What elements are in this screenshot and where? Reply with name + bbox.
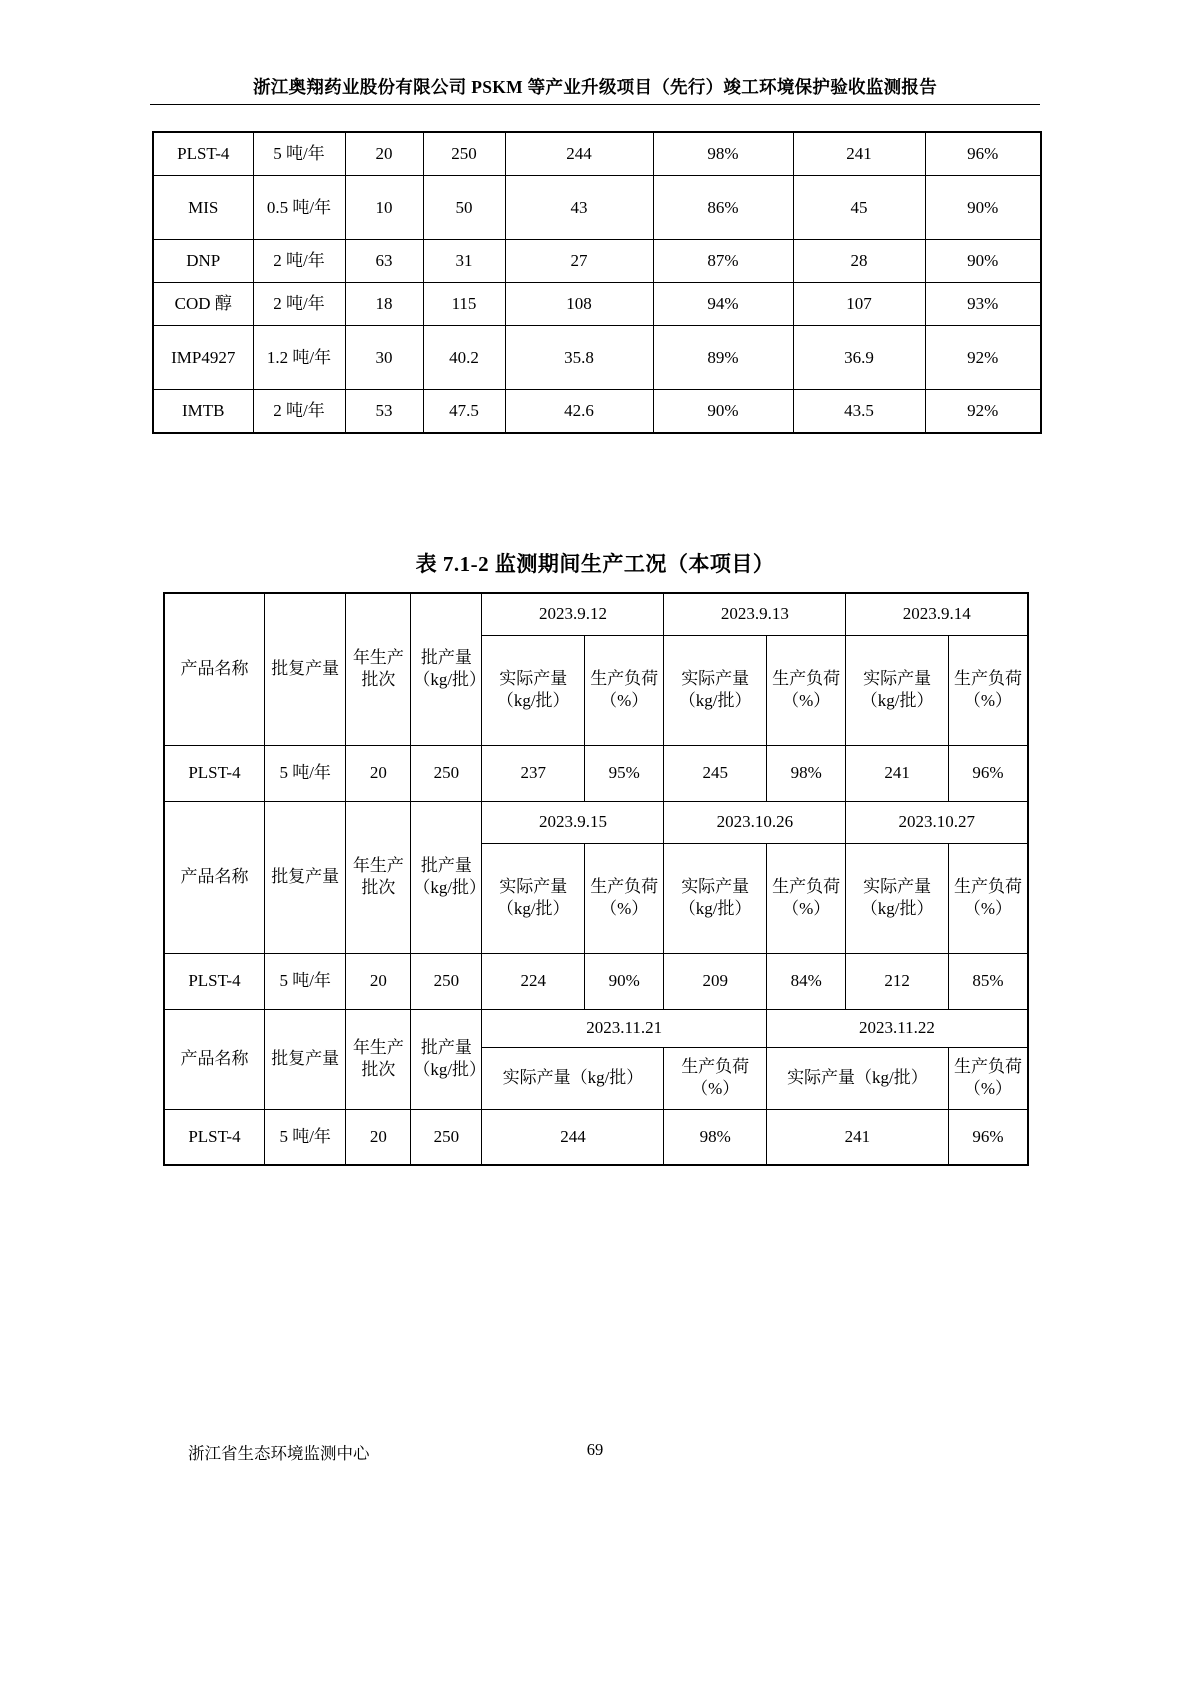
header-actual-output: 实际产量（kg/批）	[664, 843, 767, 953]
cell-actual-1: 43	[505, 176, 653, 240]
header-product-name: 产品名称	[164, 801, 264, 953]
cell-approved: 5 吨/年	[253, 132, 345, 176]
table-row	[153, 390, 1041, 434]
table-row	[164, 1109, 1028, 1165]
header-date-2: 2023.10.26	[664, 801, 846, 843]
cell-actual-2: 28	[793, 240, 925, 283]
header-load: 生产负荷（%）	[948, 1047, 1028, 1109]
cell-product: COD 醇	[153, 283, 253, 326]
cell-product: PLST-4	[153, 132, 253, 176]
header-date-2: 2023.9.13	[664, 593, 846, 635]
cell-batch-output: 250	[423, 132, 505, 176]
header-product-name: 产品名称	[164, 1009, 264, 1109]
table-caption: 表 7.1-2 监测期间生产工况（本项目）	[415, 552, 775, 576]
cell-approved: 2 吨/年	[253, 390, 345, 434]
header-date-2: 2023.11.22	[766, 1009, 1028, 1047]
cell-actual-2: 241	[793, 132, 925, 176]
page-header: 浙江奥翔药业股份有限公司 PSKM 等产业升级项目（先行）竣工环境保护验收监测报告	[252, 77, 938, 97]
cell-product: PLST-4	[164, 1109, 264, 1165]
cell-actual-2: 209	[664, 953, 767, 1009]
header-batch-output: 批产量（kg/批）	[411, 801, 482, 953]
cell-approved: 2 吨/年	[253, 283, 345, 326]
cell-load-2: 90%	[925, 176, 1041, 240]
cell-batch-output: 250	[411, 953, 482, 1009]
header-actual-output: 实际产量（kg/批）	[482, 1047, 664, 1109]
cell-load-1: 98%	[653, 132, 793, 176]
cell-approved: 5 吨/年	[264, 1109, 346, 1165]
header-approved-output: 批复产量	[264, 593, 346, 745]
cell-actual-2: 36.9	[793, 326, 925, 390]
header-actual-output: 实际产量（kg/批）	[482, 843, 585, 953]
cell-load-2: 96%	[925, 132, 1041, 176]
cell-batches: 18	[345, 283, 423, 326]
table-header-row	[164, 801, 1028, 843]
cell-load-1: 98%	[664, 1109, 767, 1165]
cell-load-1: 90%	[584, 953, 663, 1009]
cell-product: PLST-4	[164, 953, 264, 1009]
cell-product: PLST-4	[164, 745, 264, 801]
cell-product: MIS	[153, 176, 253, 240]
cell-batch-output: 115	[423, 283, 505, 326]
header-batch-output: 批产量（kg/批）	[411, 593, 482, 745]
cell-product: IMP4927	[153, 326, 253, 390]
cell-actual-1: 42.6	[505, 390, 653, 434]
cell-load-3: 85%	[948, 953, 1028, 1009]
header-annual-batches: 年生产批次	[346, 801, 411, 953]
cell-batches: 20	[346, 1109, 411, 1165]
cell-actual-2: 45	[793, 176, 925, 240]
cell-batches: 20	[346, 745, 411, 801]
header-actual-output: 实际产量（kg/批）	[482, 635, 585, 745]
cell-batch-output: 31	[423, 240, 505, 283]
cell-load-2: 84%	[766, 953, 845, 1009]
cell-batches: 20	[345, 132, 423, 176]
cell-batch-output: 250	[411, 1109, 482, 1165]
cell-actual-1: 108	[505, 283, 653, 326]
header-annual-batches: 年生产批次	[346, 593, 411, 745]
header-product-name: 产品名称	[164, 593, 264, 745]
cell-approved: 0.5 吨/年	[253, 176, 345, 240]
cell-batches: 63	[345, 240, 423, 283]
header-approved-output: 批复产量	[264, 1009, 346, 1109]
cell-batch-output: 250	[411, 745, 482, 801]
cell-load-3: 96%	[948, 745, 1028, 801]
header-date-3: 2023.10.27	[846, 801, 1028, 843]
cell-batches: 30	[345, 326, 423, 390]
cell-actual-1: 244	[482, 1109, 664, 1165]
cell-load-1: 95%	[584, 745, 663, 801]
header-annual-batches: 年生产批次	[346, 1009, 411, 1109]
cell-actual-1: 237	[482, 745, 585, 801]
header-divider	[150, 104, 1040, 105]
cell-product: IMTB	[153, 390, 253, 434]
cell-load-2: 92%	[925, 390, 1041, 434]
table-row	[153, 240, 1041, 283]
cell-load-2: 96%	[948, 1109, 1028, 1165]
cell-load-1: 87%	[653, 240, 793, 283]
cell-load-2: 90%	[925, 240, 1041, 283]
cell-approved: 1.2 吨/年	[253, 326, 345, 390]
table-row	[164, 745, 1028, 801]
table-row	[153, 283, 1041, 326]
cell-actual-1: 244	[505, 132, 653, 176]
footer-page-number: 69	[586, 1440, 604, 1459]
footer-organization: 浙江省生态环境监测中心	[188, 1444, 370, 1463]
cell-batches: 53	[345, 390, 423, 434]
cell-approved: 2 吨/年	[253, 240, 345, 283]
header-actual-output: 实际产量（kg/批）	[664, 635, 767, 745]
cell-actual-2: 43.5	[793, 390, 925, 434]
cell-load-2: 93%	[925, 283, 1041, 326]
header-load: 生产负荷（%）	[948, 843, 1028, 953]
header-approved-output: 批复产量	[264, 801, 346, 953]
cell-load-1: 90%	[653, 390, 793, 434]
header-actual-output: 实际产量（kg/批）	[846, 843, 949, 953]
cell-product: DNP	[153, 240, 253, 283]
cell-actual-3: 212	[846, 953, 949, 1009]
header-actual-output: 实际产量（kg/批）	[766, 1047, 948, 1109]
cell-batch-output: 40.2	[423, 326, 505, 390]
table-row	[164, 953, 1028, 1009]
cell-approved: 5 吨/年	[264, 953, 346, 1009]
header-load: 生产负荷（%）	[584, 635, 663, 745]
header-load: 生产负荷（%）	[948, 635, 1028, 745]
cell-load-2: 98%	[766, 745, 845, 801]
cell-actual-3: 241	[846, 745, 949, 801]
header-load: 生产负荷（%）	[766, 635, 845, 745]
header-actual-output: 实际产量（kg/批）	[846, 635, 949, 745]
cell-actual-2: 107	[793, 283, 925, 326]
header-batch-output: 批产量（kg/批）	[411, 1009, 482, 1109]
table-production-conditions	[163, 592, 1029, 1166]
header-date-1: 2023.11.21	[482, 1009, 766, 1047]
table-row	[153, 176, 1041, 240]
table-row	[153, 132, 1041, 176]
cell-actual-1: 35.8	[505, 326, 653, 390]
header-date-1: 2023.9.12	[482, 593, 664, 635]
cell-load-1: 86%	[653, 176, 793, 240]
cell-load-2: 92%	[925, 326, 1041, 390]
table-row	[153, 326, 1041, 390]
header-date-3: 2023.9.14	[846, 593, 1028, 635]
cell-actual-2: 241	[766, 1109, 948, 1165]
cell-actual-1: 27	[505, 240, 653, 283]
header-load: 生产负荷（%）	[664, 1047, 767, 1109]
cell-actual-2: 245	[664, 745, 767, 801]
header-load: 生产负荷（%）	[766, 843, 845, 953]
cell-batch-output: 50	[423, 176, 505, 240]
table-header-row	[164, 1009, 1028, 1047]
cell-approved: 5 吨/年	[264, 745, 346, 801]
table-production-continuation	[152, 131, 1042, 434]
header-load: 生产负荷（%）	[584, 843, 663, 953]
table-header-row	[164, 593, 1028, 635]
header-date-1: 2023.9.15	[482, 801, 664, 843]
cell-load-1: 94%	[653, 283, 793, 326]
cell-batches: 10	[345, 176, 423, 240]
cell-batches: 20	[346, 953, 411, 1009]
cell-batch-output: 47.5	[423, 390, 505, 434]
cell-actual-1: 224	[482, 953, 585, 1009]
cell-load-1: 89%	[653, 326, 793, 390]
